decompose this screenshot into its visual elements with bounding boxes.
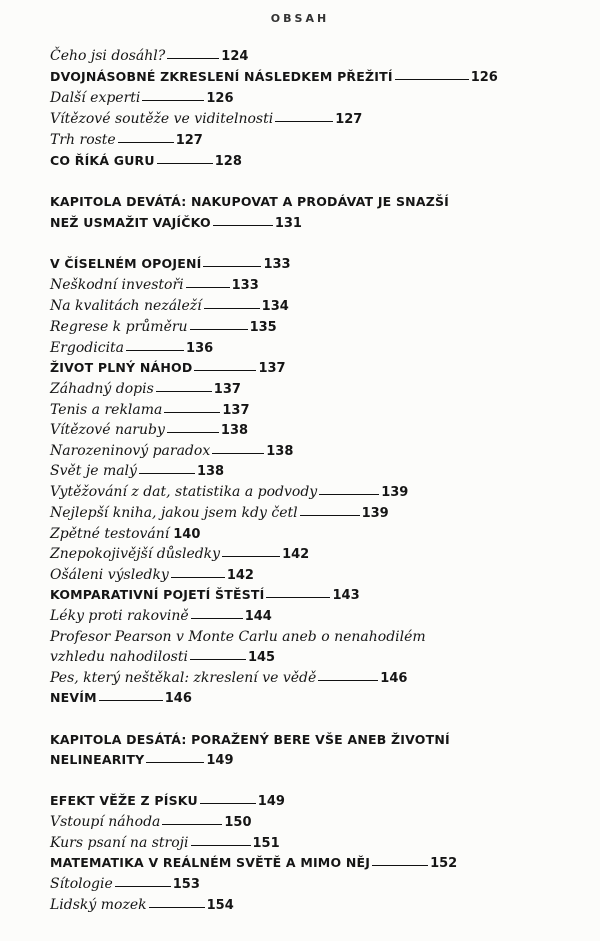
toc-entry	[50, 670, 407, 690]
leader-line	[186, 287, 230, 288]
toc-entry-title: Další experti	[50, 90, 141, 106]
toc-entry-title: Sítologie	[50, 876, 113, 892]
toc-entry	[50, 381, 241, 401]
toc-entry-title: Svět je malý	[50, 463, 137, 479]
toc-entry	[50, 526, 200, 546]
leader-line	[395, 79, 469, 80]
leader-line	[99, 700, 163, 701]
leader-line	[203, 266, 261, 267]
leader-line	[149, 907, 205, 908]
toc-page-number: 143	[332, 588, 360, 603]
toc-entry-title: Trh roste	[50, 132, 116, 148]
toc-page-number: 133	[263, 257, 291, 272]
leader-line	[275, 121, 333, 122]
toc-entry-title: Vítězové soutěže ve viditelnosti	[50, 111, 274, 127]
leader-line	[142, 100, 204, 101]
toc-page-number: 134	[261, 299, 289, 314]
toc-entry	[50, 402, 250, 422]
toc-entry-title: Ošáleni výsledky	[50, 567, 169, 583]
toc-entry	[50, 608, 272, 628]
toc-entry-title: Vítězové naruby	[50, 422, 165, 438]
leader-line	[118, 142, 174, 143]
toc-page-number: 150	[224, 815, 252, 830]
toc-entry	[50, 484, 408, 504]
toc-entry-title: V ČÍSELNÉM OPOJENÍ	[50, 256, 202, 271]
toc-entry	[50, 194, 449, 214]
leader-line	[157, 163, 213, 164]
toc-entry	[50, 567, 254, 587]
toc-entry	[50, 732, 450, 752]
toc-entry	[50, 835, 280, 855]
toc-entry-title: Tenis a reklama	[50, 402, 163, 418]
toc-page-number: 136	[186, 341, 214, 356]
toc-entry-title: Vytěžování z dat, statistika a podvody	[50, 484, 318, 500]
leader-line	[156, 391, 212, 392]
leader-line	[266, 597, 330, 598]
toc-entry-title: Lidský mozek	[50, 897, 147, 913]
toc-entry	[50, 587, 360, 607]
toc-entry	[50, 319, 277, 339]
toc-entry-title: KOMPARATIVNÍ POJETÍ ŠTĚSTÍ	[50, 587, 265, 602]
toc-entry-title: vzhledu nahodilosti	[50, 649, 188, 665]
toc-page-number: 138	[220, 423, 249, 438]
leader-line	[191, 618, 243, 619]
page-header: OBSAH	[270, 12, 330, 25]
toc-entry	[50, 505, 389, 525]
toc-page-number: 133	[231, 278, 259, 293]
toc-entry	[50, 793, 285, 813]
toc-entry-title: Nejlepší kniha, jakou jsem kdy četl	[50, 505, 298, 521]
toc-entry	[50, 629, 426, 649]
leader-line	[372, 865, 428, 866]
toc-entry-title: Léky proti rakovině	[50, 608, 189, 624]
toc-entry	[50, 215, 302, 235]
toc-entry	[50, 546, 309, 566]
leader-line	[300, 515, 360, 516]
leader-line	[171, 577, 225, 578]
toc-page-number: 124	[221, 49, 249, 64]
leader-line	[200, 803, 256, 804]
toc-page-number: 144	[244, 609, 272, 624]
toc-entry	[50, 752, 234, 772]
leader-line	[126, 350, 184, 351]
toc-page-number: 137	[258, 361, 286, 376]
toc-page-number: 138	[196, 464, 225, 479]
toc-entry	[50, 111, 362, 131]
toc-entry-title: DVOJNÁSOBNÉ ZKRESLENÍ NÁSLEDKEM PŘEŽITÍ	[50, 69, 393, 84]
leader-line	[190, 659, 246, 660]
toc-entry	[50, 649, 275, 669]
toc-entry-title: Kurs psaní na stroji	[50, 835, 189, 851]
toc-page-number: 146	[380, 671, 408, 686]
leader-line	[318, 680, 378, 681]
leader-line	[191, 845, 251, 846]
toc-entry	[50, 90, 234, 110]
toc-entry-title: ŽIVOT PLNÝ NÁHOD	[50, 360, 193, 375]
toc-page-number: 131	[274, 216, 302, 231]
toc-page-number: 137	[222, 403, 250, 418]
toc-entry	[50, 132, 203, 152]
toc-page-number: 126	[206, 91, 234, 106]
leader-line	[139, 473, 195, 474]
toc-page-number: 149	[257, 794, 285, 809]
toc-entry-title: Záhadný dopis	[50, 381, 154, 397]
toc-entry-title: NEVÍM	[50, 690, 97, 705]
leader-line	[222, 556, 280, 557]
leader-line	[204, 308, 260, 309]
toc-entry-title: Narozeninový paradox	[50, 443, 211, 459]
toc-entry	[50, 298, 289, 318]
toc-entry-title: KAPITOLA DESÁTÁ: PORAŽENÝ BERE VŠE ANEB ŽIVOTNÍ	[50, 732, 450, 747]
toc-entry-title: Pes, který neštěkal: zkreslení ve vědě	[50, 670, 317, 686]
toc-entry	[50, 277, 259, 297]
toc-entry-title: Znepokojivější důsledky	[50, 546, 221, 562]
toc-entry-title: Neškodní investoři	[50, 277, 184, 293]
toc-page-number: 138	[266, 444, 294, 459]
toc-page-number: 139	[361, 506, 389, 521]
leader-line	[213, 225, 273, 226]
toc-entry	[50, 153, 242, 173]
toc-page-number: 135	[249, 320, 277, 335]
toc-page-number: 127	[335, 112, 363, 127]
toc-entry	[50, 855, 457, 875]
leader-line	[162, 824, 222, 825]
toc-entry-title: MATEMATIKA V REÁLNÉM SVĚTĚ A MIMO NĚJ	[50, 855, 371, 870]
leader-line	[194, 370, 256, 371]
toc-entry	[50, 443, 293, 463]
leader-line	[164, 412, 220, 413]
toc-page-number: 151	[252, 836, 280, 851]
toc-entry-title: Ergodicita	[50, 340, 125, 356]
toc-page-number: 153	[172, 877, 200, 892]
toc-page-number: 142	[226, 568, 254, 583]
leader-line	[190, 329, 248, 330]
toc-entry	[50, 897, 234, 917]
toc-page-number: 127	[175, 133, 203, 148]
toc-page-number: 154	[206, 898, 234, 913]
toc-entry	[50, 256, 291, 276]
leader-line	[319, 494, 379, 495]
toc-entry	[50, 69, 498, 89]
toc-page-number: 139	[381, 485, 409, 500]
toc-entry-title: Profesor Pearson v Monte Carlu aneb o nenahodilém	[50, 629, 426, 645]
toc-entry-title: Vstoupí náhoda	[50, 814, 161, 830]
leader-line	[115, 886, 171, 887]
toc-entry-title: NELINEARITY	[50, 752, 145, 767]
toc-page-number: 137	[213, 382, 241, 397]
toc-entry	[50, 48, 248, 68]
toc-entry	[50, 814, 252, 834]
toc-entry	[50, 690, 192, 710]
leader-line	[146, 762, 204, 763]
toc-entry	[50, 340, 213, 360]
toc-entry	[50, 876, 200, 896]
toc-page-number: 142	[282, 547, 310, 562]
toc-entry-title: CO ŘÍKÁ GURU	[50, 153, 155, 168]
toc-page-number: 152	[430, 856, 458, 871]
toc-entry-title: EFEKT VĚŽE Z PÍSKU	[50, 793, 198, 808]
toc-page-number: 126	[470, 70, 498, 85]
toc-page-number: 145	[247, 650, 276, 665]
toc-entry-title: KAPITOLA DEVÁTÁ: NAKUPOVAT A PRODÁVAT JE SNAZŠÍ	[50, 194, 450, 209]
toc-entry-title: Na kvalitách nezáleží	[50, 298, 202, 314]
toc-entry	[50, 360, 286, 380]
toc-page-number: 149	[206, 753, 234, 768]
toc-entry-title: Čeho jsi dosáhl?	[50, 48, 166, 64]
toc-page-number: 128	[214, 154, 242, 169]
toc-entry	[50, 463, 224, 483]
toc-entry-title: NEŽ USMAŽIT VAJÍČKO	[50, 215, 211, 230]
leader-line	[167, 432, 219, 433]
toc-entry	[50, 422, 248, 442]
leader-line	[167, 58, 219, 59]
toc-entry-title: Zpětné testování	[50, 526, 170, 542]
toc-page-number: 146	[164, 691, 192, 706]
toc-page-number: 140	[173, 527, 201, 542]
leader-line	[212, 453, 264, 454]
toc-entry-title: Regrese k průměru	[50, 319, 188, 335]
